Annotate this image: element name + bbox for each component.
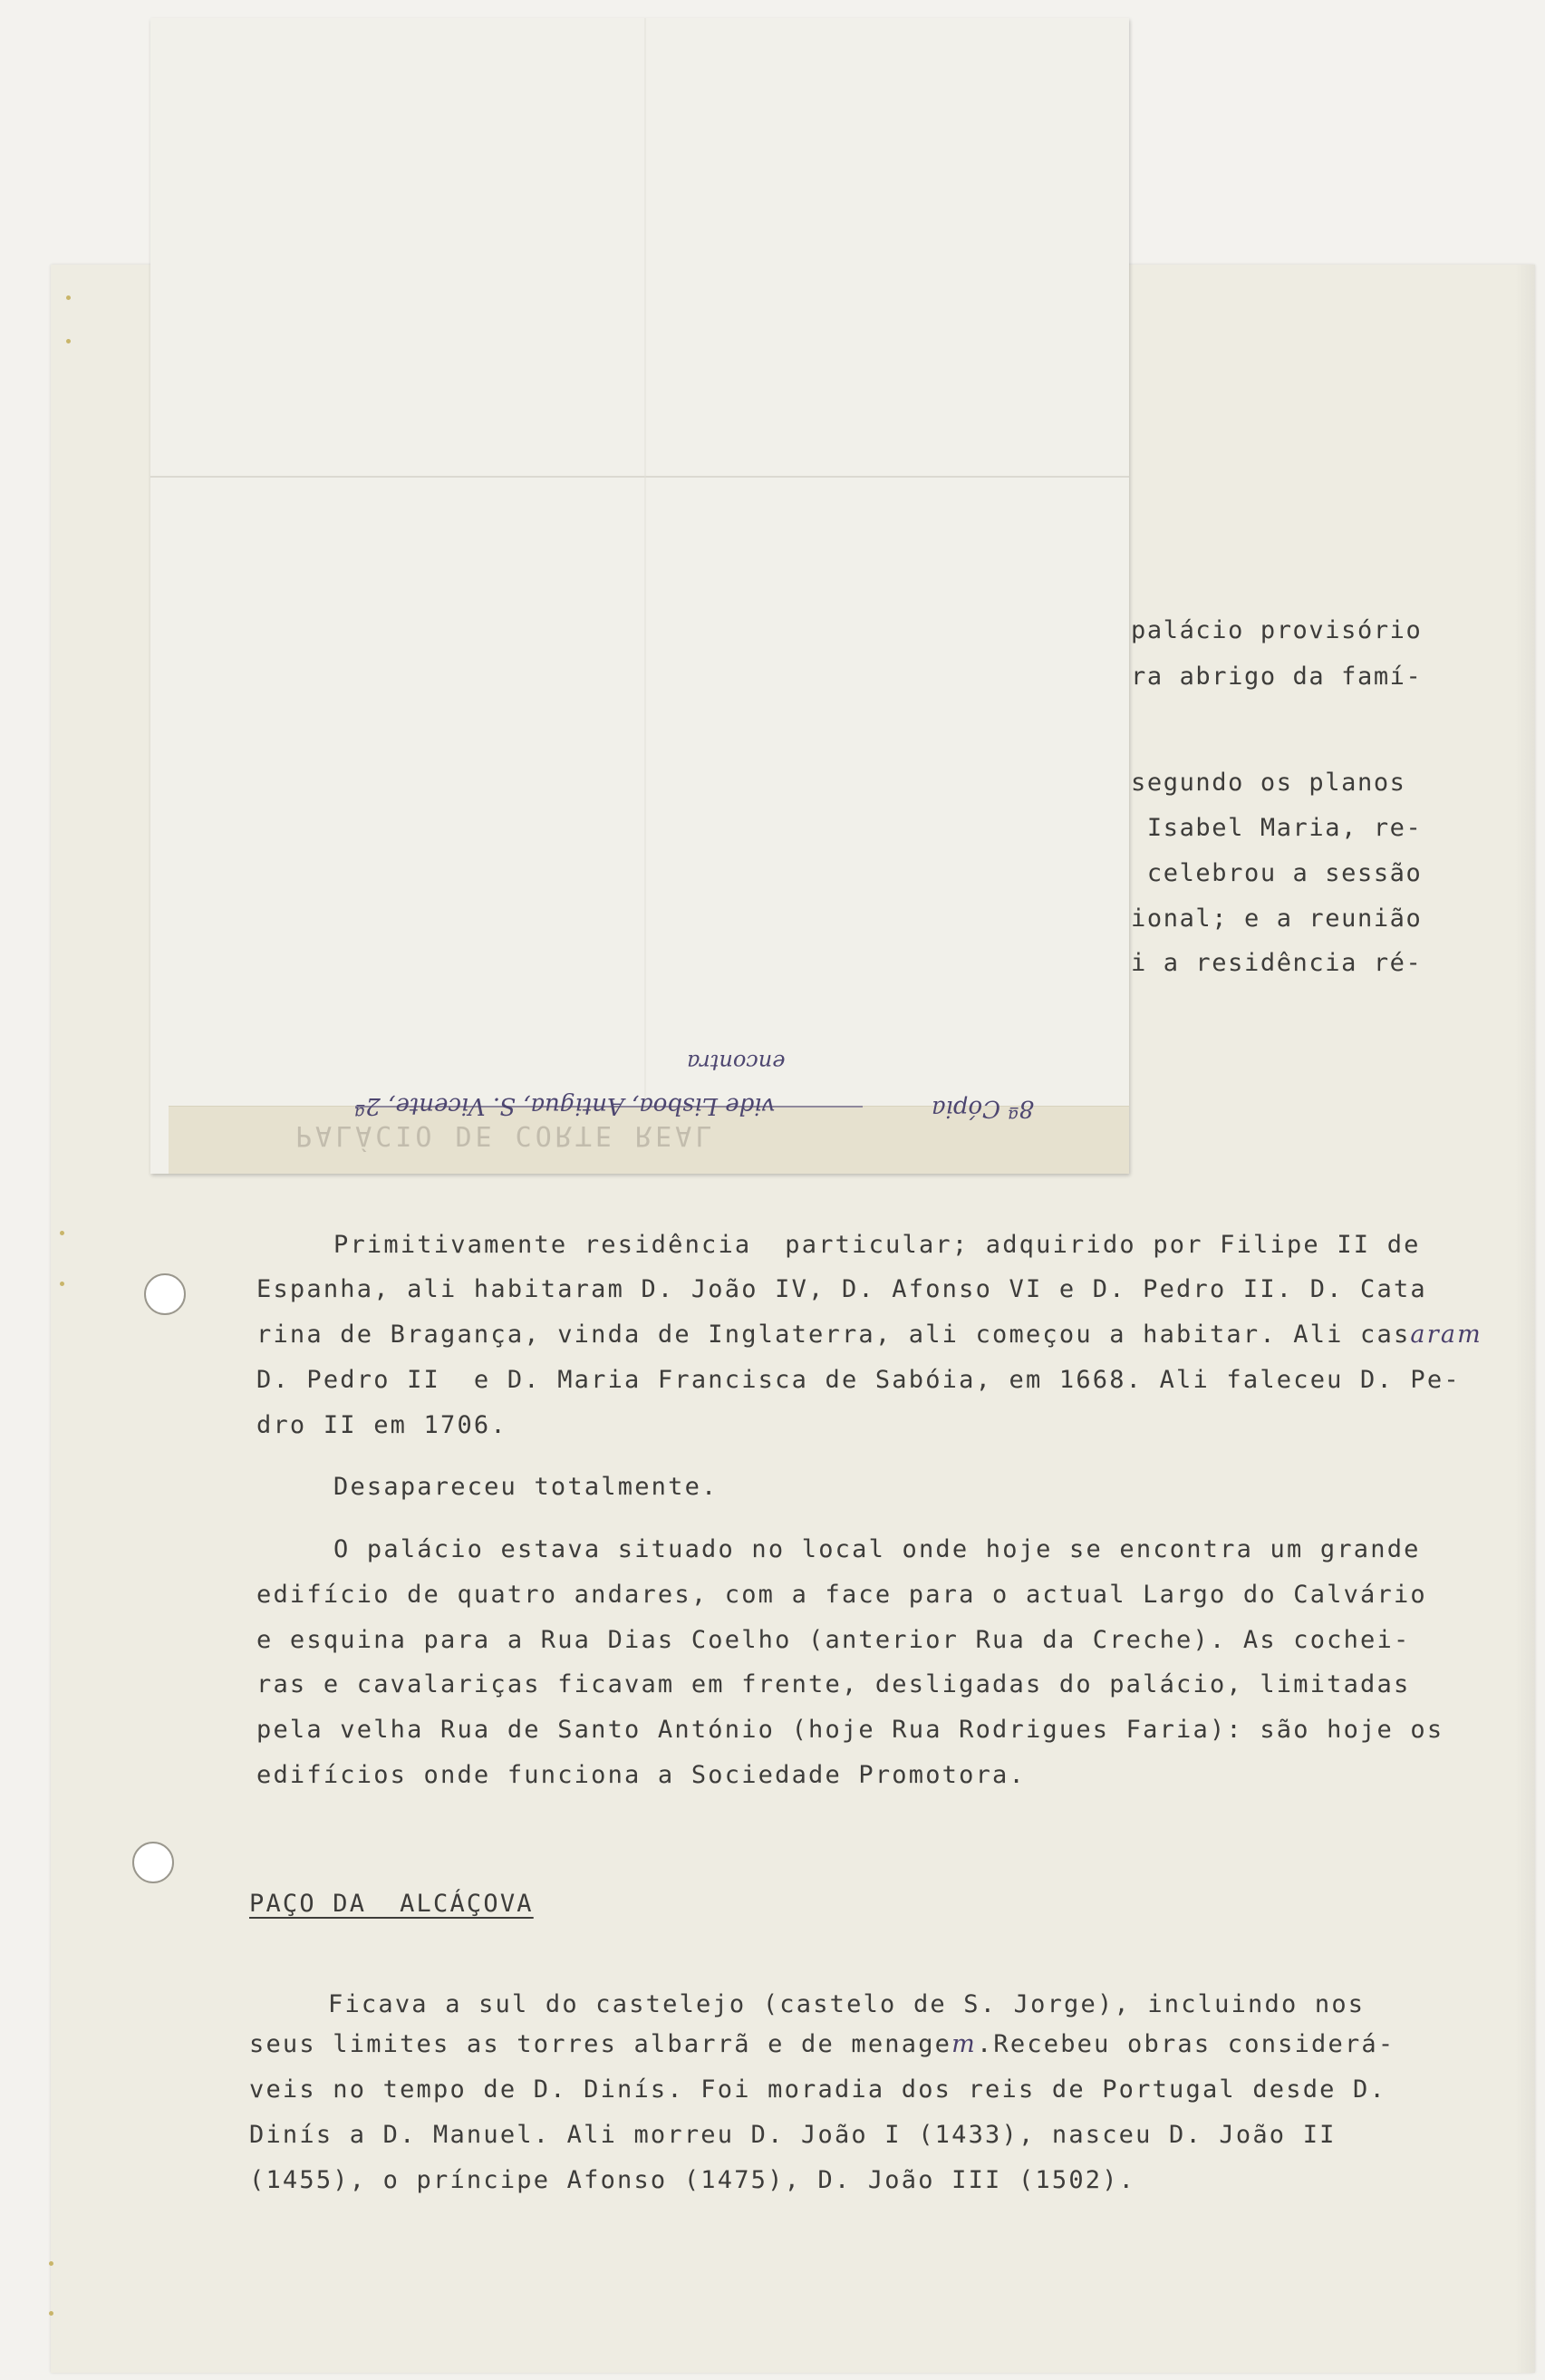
paragraph-line: O palácio estava situado no local onde hoje se encontra um grande [333,1535,1421,1563]
handwritten-note: vide Lisboa, Antigua, S. Vicente, 2ª [354,1092,776,1119]
paragraph-line: D. Pedro II e D. Maria Francisca de Sabóia, em 1668. Ali faleceu D. Pe- [256,1366,1461,1394]
fragment-line: palácio provisório [1131,616,1423,644]
paragraph-line: edifício de quatro andares, com a face para o actual Largo do Calvário [256,1581,1427,1609]
paragraph-line: rina de Bragança, vinda de Inglaterra, ali começou a habitar. Ali casaram [256,1321,1482,1349]
paragraph-line: seus limites as torres albarrã e de menagem.Recebeu obras considerá- [249,2030,1395,2058]
pasted-paper [150,18,1129,1174]
section-heading: PAÇO DA ALCÁÇOVA [249,1890,534,1918]
paragraph-line: edifícios onde funciona a Sociedade Promotora. [256,1761,1026,1789]
fragment-line: celebrou a sessão [1131,859,1423,887]
fragment-line: i a residência ré- [1131,949,1423,977]
paragraph-line: (1455), o príncipe Afonso (1475), D. João III (1502). [249,2166,1136,2194]
paragraph-line: Primitivamente residência particular; adquirido por Filipe II de [333,1231,1421,1259]
handwritten-note: 8ª Cópia [932,1095,1035,1122]
paragraph-line: Espanha, ali habitaram D. João IV, D. Afonso VI e D. Pedro II. D. Cata [256,1275,1427,1303]
paragraph-line: dro II em 1706. [256,1411,507,1439]
margin-mark [49,2311,53,2316]
paragraph-line: e esquina para a Rua Dias Coelho (anterior Rua da Creche). As cochei- [256,1626,1411,1654]
margin-mark [49,2261,53,2266]
bleed-through-text: PALÁCIO DE CORTE REAL [295,1119,716,1151]
fragment-line: segundo os planos [1131,769,1406,797]
punch-hole-bottom [132,1842,174,1883]
fold-line [644,18,646,1174]
paragraph-line: ras e cavalariças ficavam em frente, desligadas do palácio, limitadas [256,1670,1411,1698]
fragment-line: ional; e a reunião [1131,905,1423,933]
fold-line [150,476,1129,478]
paragraph-line: veis no tempo de D. Dinís. Foi moradia dos reis de Portugal desde D. [249,2075,1386,2104]
punch-hole-top [144,1273,186,1315]
handwritten-correction: m [951,2030,977,2058]
margin-mark [66,339,71,343]
paragraph-line: Desapareceu totalmente. [333,1473,719,1501]
handwritten-correction: aram [1410,1321,1482,1349]
margin-mark [66,295,71,300]
paragraph-line: pela velha Rua de Santo António (hoje Rua Rodrigues Faria): são hoje os [256,1716,1444,1744]
fragment-line: ra abrigo da famí- [1131,663,1423,691]
paragraph-line: Dinís a D. Manuel. Ali morreu D. João I (1433), nasceu D. João II [249,2121,1337,2149]
margin-mark [60,1231,64,1235]
paragraph-line: Ficava a sul do castelejo (castelo de S. Jorge), incluindo nos [328,1990,1366,2018]
fragment-line: Isabel Maria, re- [1131,814,1423,842]
margin-mark [60,1282,64,1286]
handwritten-note: encontra [687,1050,786,1075]
